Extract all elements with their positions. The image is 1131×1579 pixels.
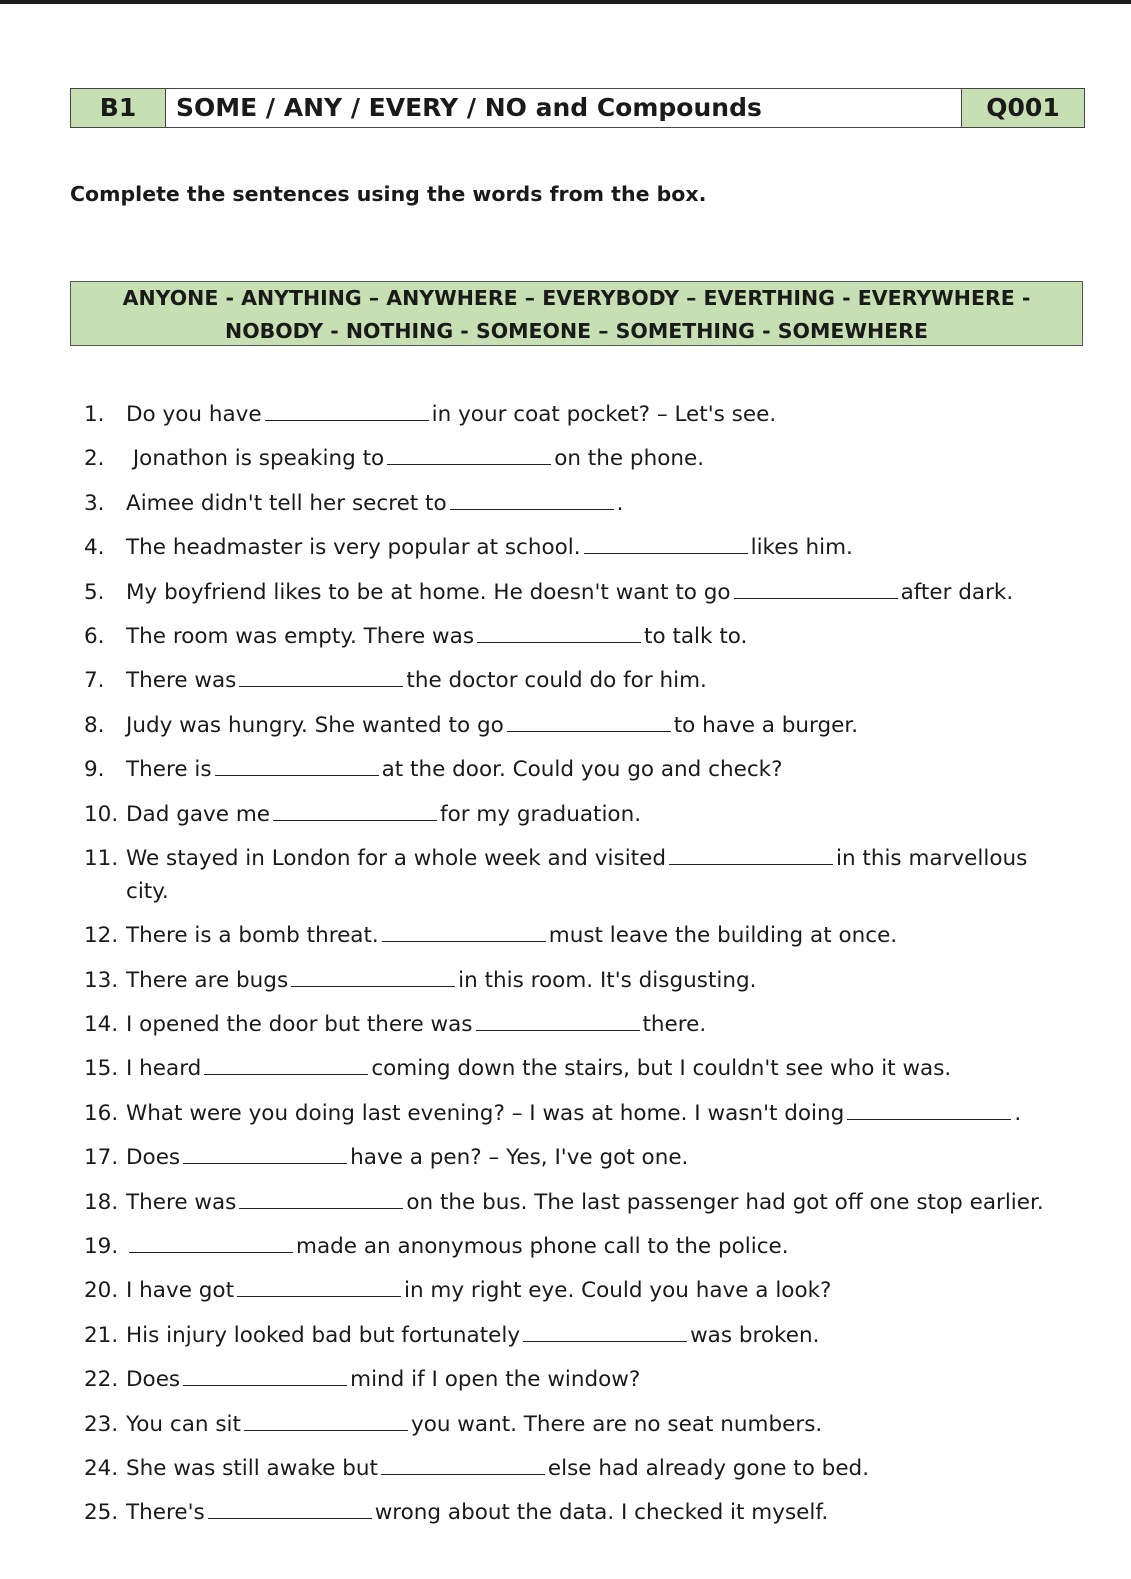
word-box-line-2: NOBODY - NOTHING - SOMEONE – SOMETHING - SOMEWHERE	[225, 319, 928, 343]
answer-blank[interactable]	[183, 1141, 347, 1164]
question-text-before: Do you have	[126, 402, 262, 427]
question-text-after: else had already gone to bed.	[547, 1455, 870, 1481]
question-item	[84, 842, 1084, 908]
question-text-before: Does	[126, 1367, 181, 1393]
question-number: 5.	[84, 579, 105, 605]
question-text-after: in this room. It's disgusting.	[458, 967, 757, 993]
answer-blank[interactable]	[382, 919, 546, 942]
answer-blank[interactable]	[273, 798, 437, 821]
answer-blank[interactable]	[523, 1319, 687, 1342]
word-box-line-1: ANYONE - ANYTHING – ANYWHERE – EVERYBODY – EVERTHING - EVERYWHERE -	[122, 286, 1031, 310]
question-number: 14.	[84, 1012, 119, 1038]
answer-blank[interactable]	[450, 487, 614, 510]
question-text-after: the doctor could do for him.	[406, 668, 707, 694]
level-badge: B1	[71, 89, 166, 128]
question-number: 25.	[84, 1500, 119, 1526]
answer-blank[interactable]	[208, 1496, 372, 1519]
question-text-after: after dark.	[900, 579, 1014, 605]
worksheet-code: Q001	[962, 89, 1085, 128]
question-text-after: mind if I open the window?	[350, 1367, 641, 1393]
question-text-after: for my graduation.	[440, 801, 642, 827]
question-number: 11.	[84, 845, 119, 871]
question-text-before: My boyfriend likes to be at home. He doesn't want to go	[126, 579, 731, 605]
question-item	[84, 964, 1084, 997]
question-item	[84, 398, 1084, 431]
answer-blank[interactable]	[847, 1097, 1011, 1120]
question-number: 19.	[84, 1234, 119, 1260]
question-number: 15.	[84, 1056, 119, 1082]
question-text-after: to talk to.	[644, 623, 748, 649]
answer-blank[interactable]	[237, 1274, 401, 1297]
answer-blank[interactable]	[477, 620, 641, 643]
answer-blank[interactable]	[669, 842, 833, 865]
question-number: 24.	[84, 1455, 119, 1481]
answer-blank[interactable]	[239, 1186, 403, 1209]
question-item	[84, 798, 1084, 831]
answer-blank[interactable]	[291, 964, 455, 987]
question-number: 4.	[84, 535, 105, 561]
question-item	[84, 1408, 1084, 1441]
answer-blank[interactable]	[129, 1230, 293, 1253]
question-number: 3.	[84, 490, 105, 516]
answer-blank[interactable]	[215, 753, 379, 776]
question-number: 7.	[84, 668, 105, 694]
question-text-after: in this marvellous city.	[126, 845, 1028, 904]
answer-blank[interactable]	[204, 1052, 368, 1075]
question-item	[84, 1052, 1084, 1085]
question-number: 9.	[84, 757, 105, 783]
question-text-after: on the bus. The last passenger had got off one stop earlier.	[406, 1189, 1044, 1215]
answer-blank[interactable]	[265, 398, 429, 421]
question-text-before: There is	[126, 757, 212, 783]
question-text-before: Dad gave me	[126, 801, 270, 827]
worksheet-header	[70, 88, 1085, 128]
question-text-before: The room was empty. There was	[126, 623, 475, 649]
question-list	[84, 398, 1084, 1541]
question-text-before: Jonathon is speaking to	[126, 446, 385, 472]
question-number: 10.	[84, 801, 119, 827]
question-text-before: His injury looked bad but fortunately	[126, 1322, 521, 1348]
question-text-after: in my right eye. Could you have a look?	[404, 1278, 832, 1304]
question-number: 12.	[84, 923, 119, 949]
worksheet-title: SOME / ANY / EVERY / NO and Compounds	[166, 89, 962, 128]
question-item	[84, 531, 1084, 564]
question-text-before: Judy was hungry. She wanted to go	[126, 712, 504, 738]
question-text-before: The headmaster is very popular at school.	[126, 535, 581, 561]
question-item	[84, 1496, 1084, 1529]
question-item	[84, 1008, 1084, 1041]
question-item	[84, 442, 1084, 475]
question-text-before: Aimee didn't tell her secret to	[126, 490, 447, 516]
answer-blank[interactable]	[507, 709, 671, 732]
question-text-before: There was	[126, 668, 237, 694]
answer-blank[interactable]	[239, 664, 403, 687]
question-text-after: .	[1014, 1100, 1022, 1126]
answer-blank[interactable]	[244, 1408, 408, 1431]
question-text-after: there.	[642, 1012, 707, 1038]
question-text-after: .	[616, 490, 624, 516]
answer-blank[interactable]	[476, 1008, 640, 1031]
question-text-after: was broken.	[690, 1322, 820, 1348]
question-number: 1.	[84, 402, 105, 427]
question-text-after: likes him.	[750, 535, 853, 561]
question-text-before: I heard	[126, 1056, 202, 1082]
question-text-before: There was	[126, 1189, 237, 1215]
question-item	[84, 620, 1084, 653]
question-number: 18.	[84, 1189, 119, 1215]
question-item	[84, 709, 1084, 742]
question-text-before: We stayed in London for a whole week and visited	[126, 845, 666, 871]
question-item	[84, 1230, 1084, 1263]
question-item	[84, 1363, 1084, 1396]
question-item	[84, 1097, 1084, 1130]
answer-blank[interactable]	[387, 442, 551, 465]
question-number: 6.	[84, 623, 105, 649]
question-text-before: She was still awake but	[126, 1455, 378, 1481]
question-number: 22.	[84, 1367, 119, 1393]
answer-blank[interactable]	[183, 1363, 347, 1386]
question-number: 23.	[84, 1411, 119, 1437]
question-text-after: to have a burger.	[673, 712, 859, 738]
question-text-after: at the door. Could you go and check?	[381, 757, 783, 783]
question-text-before: You can sit	[126, 1411, 241, 1437]
question-item	[84, 753, 1084, 786]
question-item	[84, 664, 1084, 697]
question-text-before: There are bugs	[126, 967, 289, 993]
question-item	[84, 487, 1084, 520]
question-text-after: coming down the stairs, but I couldn't see who it was.	[371, 1056, 952, 1082]
question-number: 21.	[84, 1322, 119, 1348]
answer-blank[interactable]	[734, 576, 898, 599]
answer-blank[interactable]	[584, 531, 748, 554]
question-number: 16.	[84, 1100, 119, 1126]
question-number: 17.	[84, 1145, 119, 1171]
question-text-after: wrong about the data. I checked it myself.	[374, 1500, 829, 1526]
question-number: 8.	[84, 712, 105, 738]
question-text-after: in your coat pocket? – Let's see.	[431, 402, 777, 427]
top-border-rule	[0, 0, 1131, 4]
question-item	[84, 576, 1084, 609]
question-item	[84, 1186, 1084, 1219]
question-item	[84, 1274, 1084, 1307]
question-text-after: on the phone.	[554, 446, 705, 472]
question-number: 20.	[84, 1278, 119, 1304]
question-item	[84, 1452, 1084, 1485]
question-text-before: What were you doing last evening? – I was at home. I wasn't doing	[126, 1100, 845, 1126]
question-text-before: There is a bomb threat.	[126, 923, 379, 949]
question-text-after: must leave the building at once.	[548, 923, 898, 949]
question-item	[84, 1319, 1084, 1352]
question-text-before: Does	[126, 1145, 181, 1171]
instruction-text: Complete the sentences using the words from the box.	[70, 182, 707, 206]
question-text-after: made an anonymous phone call to the police.	[296, 1234, 789, 1260]
question-text-before: There's	[126, 1500, 205, 1526]
question-text-before: I opened the door but there was	[126, 1012, 473, 1038]
question-number: 13.	[84, 967, 119, 993]
question-text-after: have a pen? – Yes, I've got one.	[350, 1145, 689, 1171]
word-box	[70, 281, 1083, 346]
question-number: 2.	[84, 446, 105, 472]
question-item	[84, 1141, 1084, 1174]
question-item	[84, 919, 1084, 952]
question-text-after: you want. There are no seat numbers.	[410, 1411, 823, 1437]
question-text-before: I have got	[126, 1278, 234, 1304]
answer-blank[interactable]	[381, 1452, 545, 1475]
